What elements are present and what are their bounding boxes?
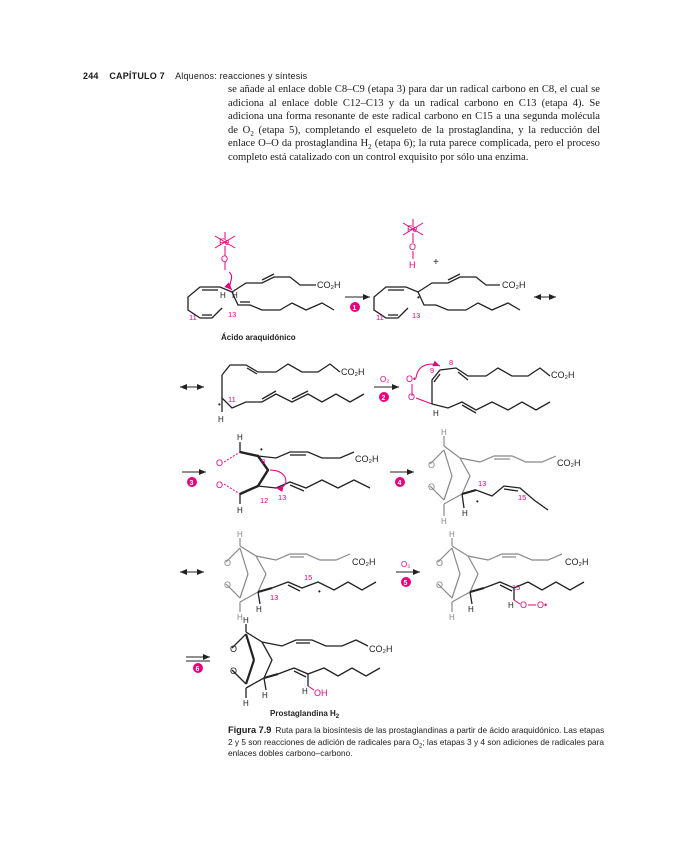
svg-text:H: H: [441, 517, 447, 526]
svg-text:9: 9: [430, 366, 435, 375]
svg-text:H: H: [218, 415, 224, 424]
svg-text:H: H: [237, 433, 243, 442]
svg-text:11: 11: [228, 395, 236, 404]
figure-caption: Figura 7.9 Ruta para la biosíntesis de las prostaglandinas a partir de ácido araquidónico. Las etapas 2 y 5 son reacciones de adición de radicales para $O_2$; las etapas 3 y 4 son adiciones de radicales para enlaces dobles carbono–carbono.: [228, 725, 605, 758]
svg-text:3: 3: [189, 480, 194, 487]
svg-text:11: 11: [376, 313, 384, 322]
svg-text:O: O: [224, 580, 232, 590]
hydroxyl-label: OH: [314, 688, 328, 698]
svg-text:O: O: [230, 666, 238, 676]
svg-text:H: H: [462, 509, 468, 518]
svg-text:O•: O•: [537, 600, 548, 610]
svg-text:H: H: [409, 260, 416, 270]
svg-text:CO₂H: CO₂H: [502, 280, 526, 290]
svg-text:•: •: [260, 445, 263, 454]
svg-text:H: H: [237, 530, 243, 539]
carbon-13-label: 13: [228, 310, 237, 319]
svg-text:13: 13: [278, 493, 287, 502]
fe-complex-labels: [219, 237, 230, 264]
svg-text:CO₂H: CO₂H: [341, 367, 365, 377]
svg-text:H: H: [237, 506, 243, 515]
endoperoxide-radical-structure: [224, 442, 370, 504]
svg-text:O: O: [428, 482, 436, 492]
svg-text:O₂: O₂: [380, 375, 390, 384]
svg-text:O: O: [216, 458, 224, 468]
svg-text:CO₂H: CO₂H: [551, 370, 575, 380]
svg-text:O: O: [409, 242, 417, 252]
svg-text:H: H: [237, 613, 243, 622]
svg-text:13: 13: [478, 479, 487, 488]
svg-text:O: O: [428, 460, 436, 470]
bicyclic-radical-structure: [430, 436, 556, 516]
svg-text:H: H: [262, 691, 268, 700]
plus-sign: +: [433, 257, 439, 268]
svg-text:15: 15: [304, 573, 313, 582]
svg-text:H: H: [449, 613, 455, 622]
svg-text:Fe: Fe: [219, 237, 230, 247]
svg-text:Fe: Fe: [407, 224, 418, 234]
svg-text:O: O: [230, 644, 238, 654]
svg-text:O: O: [408, 392, 416, 402]
svg-text:CO₂H: CO₂H: [565, 557, 589, 567]
svg-text:O: O: [221, 254, 229, 264]
svg-text:4: 4: [397, 480, 402, 487]
chapter-label: CAPÍTULO 7: [109, 71, 165, 81]
svg-text:O: O: [216, 480, 224, 490]
double-reaction-arrow: [186, 657, 210, 661]
svg-text:H: H: [243, 699, 249, 708]
arachidonic-acid-structure: [188, 232, 334, 318]
svg-text:CO₂H: CO₂H: [355, 454, 379, 464]
svg-text:H: H: [256, 605, 262, 614]
body-paragraph: se añade al enlace doble C8–C9 (etapa 3) para dar un radical carbono en C8, el cual se adiciona al enlace doble C12–C13 y da un radical carbono en C13 (etapa 4). Se adiciona una forma resonante de este radical carbono en C15 a una segunda molécula de $O_2$ (etapa 5), completando el esqueleto de la prostaglandina, y la reducción del enlace O–O da prostaglandina $H_2$ (etapa 6); la ruta parece complicada, pero el proceso completo está catalizado con un control exquisito por sólo una enzima.: [228, 84, 600, 163]
svg-text:•: •: [218, 400, 221, 409]
svg-text:8: 8: [449, 358, 454, 367]
svg-text:1: 1: [352, 305, 357, 312]
svg-text:O•: O•: [406, 374, 417, 384]
svg-text:13: 13: [412, 311, 421, 320]
svg-text:H: H: [508, 601, 514, 610]
svg-text:H: H: [468, 605, 474, 614]
svg-text:CO₂H: CO₂H: [369, 644, 393, 654]
svg-text:CO₂H: CO₂H: [557, 458, 581, 468]
svg-text:12: 12: [260, 496, 269, 505]
svg-text:2: 2: [381, 395, 386, 402]
svg-text:H: H: [232, 291, 238, 300]
co2h-label: CO₂H: [317, 280, 341, 290]
svg-text:O: O: [520, 600, 528, 610]
svg-text:H: H: [302, 687, 308, 696]
label-prostaglandin-h2: Prostaglandina $H_2$: [270, 709, 340, 720]
svg-text:6: 6: [195, 666, 200, 673]
svg-text:O: O: [224, 558, 232, 568]
svg-text:8: 8: [261, 457, 266, 466]
figure-number: Figura 7.9: [228, 725, 272, 735]
svg-text:H: H: [441, 428, 447, 437]
page-number: 244: [83, 71, 99, 81]
svg-text:•: •: [417, 293, 420, 302]
svg-text:H: H: [449, 530, 455, 539]
svg-text:15: 15: [512, 583, 521, 592]
svg-text:5: 5: [403, 580, 408, 587]
label-arachidonic-acid: Ácido araquidónico: [221, 333, 296, 342]
svg-text:15: 15: [518, 493, 527, 502]
svg-text:H: H: [243, 616, 249, 625]
svg-text:O₂: O₂: [401, 560, 411, 569]
allylic-radical-structure: [226, 538, 350, 612]
chapter-title: Alquenos: reacciones y síntesis: [175, 71, 308, 81]
svg-text:O: O: [436, 558, 444, 568]
radical-intermediate-1: [374, 274, 520, 318]
svg-text:O: O: [436, 580, 444, 590]
svg-text:H: H: [433, 409, 439, 418]
svg-text:H: H: [220, 291, 226, 300]
svg-text:CO₂H: CO₂H: [352, 557, 376, 567]
svg-text:13: 13: [270, 593, 279, 602]
carbon-11-label: 11: [189, 313, 197, 322]
svg-text:•: •: [318, 587, 321, 596]
svg-text:•: •: [476, 497, 479, 506]
